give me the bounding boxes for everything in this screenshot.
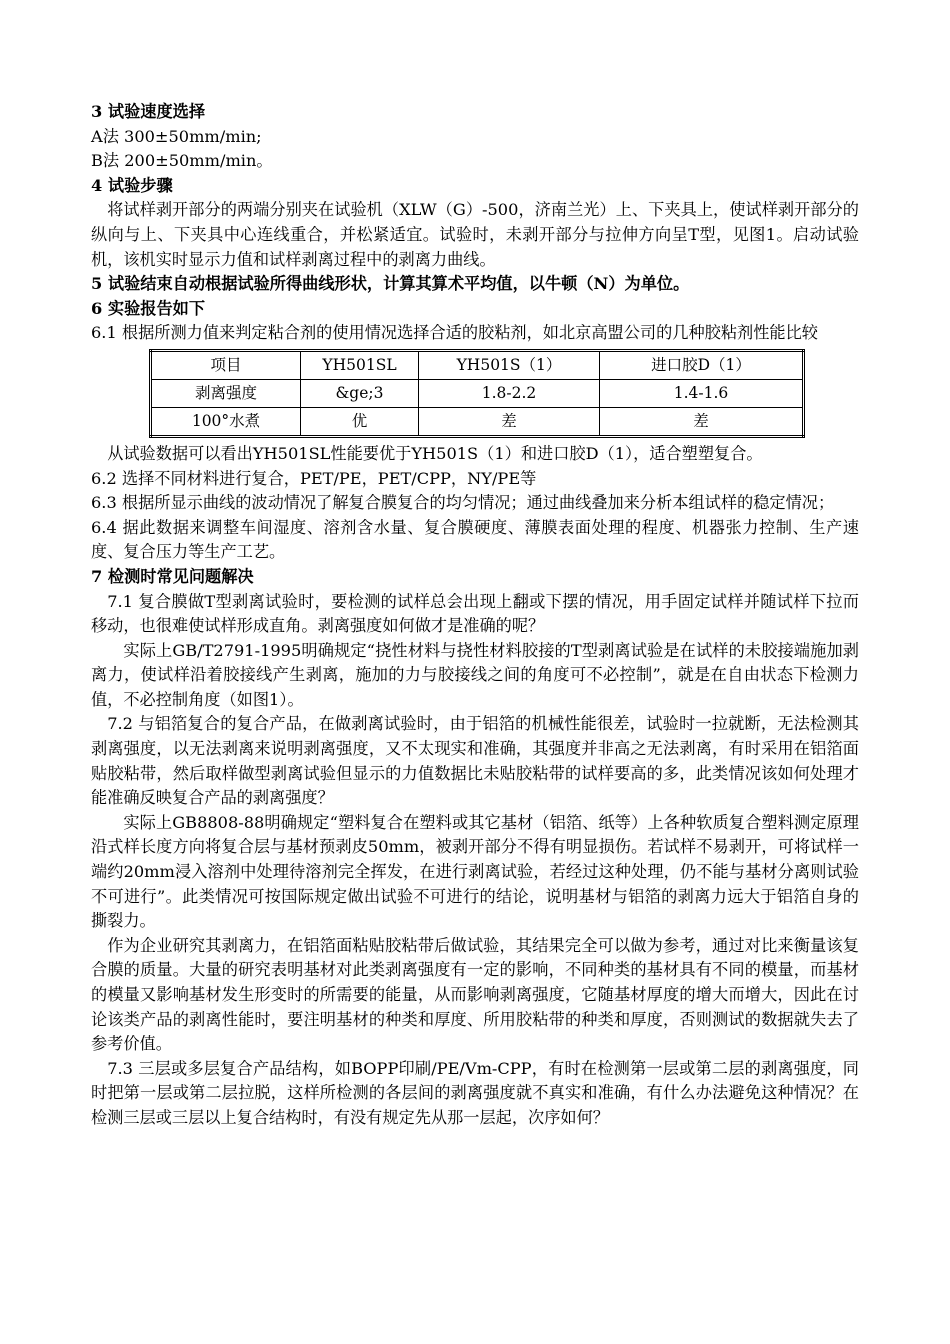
adhesive-comparison-table [149, 349, 805, 438]
table-header-cell: 项目 [151, 350, 301, 379]
table-header-cell: YH501S（1） [419, 350, 600, 379]
section-6-2: 6.2 选择不同材料进行复合，PET/PE，PET/CPP，NY/PE等 [91, 468, 537, 488]
question-7-2: 7.2 与铝箔复合的复合产品，在做剥离试验时，由于铝箔的机械性能很差，试验时一拉就断，无法检测其剥离强度，以无法剥离来说明剥离强度，又不太现实和准确，其强度并非高之无法剥离，有时采用在铝箔面贴胶粘带，然后取样做型剥离试验但显示的力值数据比未贴胶粘带的试样要高的多，此类情况该如何处理才能准确反映复合产品的剥离强度？ [91, 714, 859, 808]
section-3-heading: 3 试验速度选择 [91, 102, 206, 121]
section-6-4: 6.4 据此数据来调整车间湿度、溶剂含水量、复合膜硬度、薄膜表面处理的程度、机器张力控制、生产速度、复合压力等生产工艺。 [91, 517, 859, 562]
table-cell: 优 [301, 407, 419, 436]
question-7-3: 7.3 三层或多层复合产品结构，如BOPP印刷/PE/Vm-CPP，有时在检测第一层或第二层的剥离强度，同时把第一层或第二层拉脱，这样所检测的各层间的剥离强度就不真实和准确，有什么办法避免这种情况？在检测三层或三层以上复合结构时，有没有规定先从那一层起，次序如何？ [91, 1058, 859, 1127]
table-row [151, 407, 804, 436]
table-cell: 1.4-1.6 [600, 379, 804, 407]
table-cell: 剥离强度 [151, 379, 301, 407]
section-4-body: 将试样剥开部分的两端分别夹在试验机（XLW（G）-500，济南兰光）上、下夹具上，使试样剥开部分的纵向与上、下夹具中心连线重合，并松紧适宜。试验时，未剥开部分与拉伸方向呈T型，见图1。启动试验机，该机实时显示力值和试样剥离过程中的剥离力曲线。 [91, 200, 859, 269]
table-header-cell: YH501SL [301, 350, 419, 379]
table-cell: 差 [419, 407, 600, 436]
question-7-1: 7.1 复合膜做T型剥离试验时，要检测的试样总会出现上翻或下摆的情况，用手固定试样并随试样下拉而移动，也很难使试样形成直角。剥离强度如何做才是准确的呢？ [91, 591, 859, 636]
table-cell: 差 [600, 407, 804, 436]
table-cell: 1.8-2.2 [419, 379, 600, 407]
answer-7-2-continued: 作为企业研究其剥离力，在铝箔面粘贴胶粘带后做试验，其结果完全可以做为参考，通过对比来衡量该复合膜的质量。大量的研究表明基材对此类剥离强度有一定的影响，不同种类的基材具有不同的模量，而基材的模量又影响基材发生形变时的所需要的能量，从而影响剥离强度，它随基材厚度的增大而增大，因此在讨论该类产品的剥离性能时，要注明基材的种类和厚度、所用胶粘带的种类和厚度，否则测试的数据就失去了参考价值。 [91, 935, 859, 1054]
section-7-heading: 7 检测时常见问题解决 [91, 566, 254, 586]
document-page [91, 100, 859, 1131]
speed-method-b: B法 200±50mm/min。 [91, 151, 273, 171]
table-header-row [151, 350, 804, 379]
table-cell: 100°水煮 [151, 407, 301, 436]
section-4-heading: 4 试验步骤 [91, 175, 173, 195]
answer-7-2: 实际上GB8808-88明确规定“塑料复合在塑料或其它基材（铝箔、纸等）上各种软质复合塑料测定原理沿式样长度方向将复合层与基材预剥皮50mm，被剥开部分不得有明显损伤。若试样不易剥开，可将试样一端约20mm浸入溶剂中处理待溶剂完全挥发，在进行剥离试验，若经过这种处理，仍不能与基材分离则试验不可进行”。此类情况可按国际规定做出试验不可进行的结论，说明基材与铝箔的剥离力远大于铝箔自身的撕裂力。 [91, 812, 859, 931]
table-row [151, 379, 804, 407]
answer-7-1: 实际上GB/T2791-1995明确规定“挠性材料与挠性材料胶接的T型剥离试验是在试样的未胶接端施加剥离力，使试样沿着胶接线产生剥离，施加的力与胶接线之间的角度可不必控制”，就是在自由状态下检测力值，不必控制角度（如图1）。 [91, 640, 859, 709]
table-conclusion: 从试验数据可以看出YH501SL性能要优于YH501S（1）和进口胶D（1），适合塑塑复合。 [107, 443, 763, 463]
section-5-heading: 5 试验结束自动根据试验所得曲线形状，计算其算术平均值，以牛顿（N）为单位。 [91, 274, 690, 294]
table-cell: &ge;3 [301, 379, 419, 407]
table-header-cell: 进口胶D（1） [600, 350, 804, 379]
speed-method-a: A法 300±50mm/min; [91, 126, 262, 146]
section-6-heading: 6 实验报告如下 [91, 298, 206, 318]
section-6-3: 6.3 根据所显示曲线的波动情况了解复合膜复合的均匀情况；通过曲线叠加来分析本组试样的稳定情况； [91, 493, 835, 513]
section-6-1: 6.1 根据所测力值来判定粘合剂的使用情况选择合适的胶粘剂，如北京高盟公司的几种胶粘剂性能比较 [91, 323, 818, 343]
